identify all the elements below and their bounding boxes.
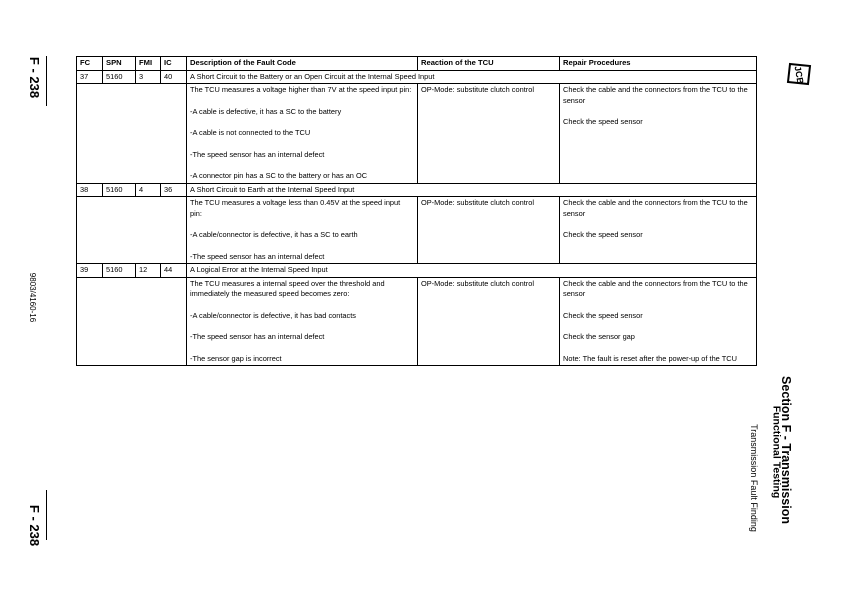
repair-line: Check the cable and the connectors from the TCU to the sensor	[563, 198, 748, 218]
description-line: -A cable is not connected to the TCU	[190, 128, 311, 137]
fault-code-table	[76, 56, 757, 366]
repair-line: Check the speed sensor	[563, 117, 643, 126]
section-title: Section F - Transmission	[778, 376, 793, 524]
fault-repair	[560, 277, 757, 366]
col-header-repair: Repair Procedures	[560, 57, 757, 71]
blank-cell	[77, 197, 187, 264]
fault-fmi: 12	[136, 264, 161, 278]
fault-reaction: OP-Mode: substitute clutch control	[418, 197, 560, 264]
col-header-reaction: Reaction of the TCU	[418, 57, 560, 71]
subsection-title: Functional Testing	[770, 405, 783, 499]
fault-reaction: OP-Mode: substitute clutch control	[418, 84, 560, 184]
fault-description	[187, 84, 418, 184]
fault-fc: 39	[77, 264, 103, 278]
fault-ic: 44	[161, 264, 187, 278]
bottom-margin-rule	[46, 490, 47, 540]
repair-line: Check the speed sensor	[563, 310, 643, 320]
description-line: -The speed sensor has an internal defect	[190, 149, 325, 159]
fault-title: A Short Circuit to Earth at the Internal Speed Input	[187, 183, 757, 197]
description-line: -A connector pin has a SC to the battery or has an OC	[190, 171, 368, 180]
description-line: -The speed sensor has an internal defect	[190, 332, 325, 341]
jcb-logo-icon	[784, 62, 814, 86]
fault-spn: 5160	[103, 264, 136, 278]
top-margin-rule	[46, 56, 47, 106]
description-line: The TCU measures a internal speed over the threshold and immediately the measured speed becomes zero:	[190, 278, 385, 298]
fault-description	[187, 197, 418, 264]
fault-detail-row-37	[77, 84, 757, 184]
fault-ic: 36	[161, 183, 187, 197]
col-header-fc: FC	[77, 57, 103, 71]
repair-line: Check the speed sensor	[563, 230, 643, 239]
repair-line: Check the sensor gap	[563, 332, 635, 341]
document-number: 9803/4160-16	[28, 272, 38, 323]
repair-line: Check the cable and the connectors from the TCU to the sensor	[563, 85, 748, 105]
fault-fc: 38	[77, 183, 103, 197]
fault-row-39	[77, 264, 757, 278]
page-number-bottom: F - 238	[27, 504, 43, 547]
fault-detail-row-39	[77, 277, 757, 366]
description-line: -The speed sensor has an internal defect	[190, 251, 325, 261]
description-line: -The sensor gap is incorrect	[190, 353, 282, 363]
logo-text: JCB	[792, 65, 806, 85]
description-line: -A cable is defective, it has a SC to the battery	[190, 106, 342, 116]
fault-spn: 5160	[103, 70, 136, 84]
fault-title: A Logical Error at the Internal Speed Input	[187, 264, 757, 278]
fault-reaction: OP-Mode: substitute clutch control	[418, 277, 560, 366]
blank-cell	[77, 84, 187, 184]
col-header-ic: IC	[161, 57, 187, 71]
repair-line: Note: The fault is reset after the power-up of the TCU	[563, 353, 737, 363]
col-header-fmi: FMI	[136, 57, 161, 71]
topic-title: Transmission Fault Finding	[748, 424, 759, 532]
fault-detail-row-38	[77, 197, 757, 264]
col-header-description: Description of the Fault Code	[187, 57, 418, 71]
description-line: -A cable/connector is defective, it has a SC to earth	[190, 230, 358, 239]
blank-cell	[77, 277, 187, 366]
fault-ic: 40	[161, 70, 187, 84]
description-line: -A cable/connector is defective, it has bad contacts	[190, 310, 356, 320]
description-line: The TCU measures a voltage less than 0.45V at the speed input pin:	[190, 198, 401, 218]
fault-repair	[560, 84, 757, 184]
fault-row-38	[77, 183, 757, 197]
fault-description	[187, 277, 418, 366]
col-header-spn: SPN	[103, 57, 136, 71]
table-header-row	[77, 57, 757, 71]
fault-spn: 5160	[103, 183, 136, 197]
fault-row-37	[77, 70, 757, 84]
repair-line: Check the cable and the connectors from the TCU to the sensor	[563, 278, 748, 298]
fault-fc: 37	[77, 70, 103, 84]
fault-fmi: 4	[136, 183, 161, 197]
fault-fmi: 3	[136, 70, 161, 84]
jcb-logo	[784, 62, 814, 86]
description-line: The TCU measures a voltage higher than 7V at the speed input pin:	[190, 85, 412, 94]
page-number-top: F - 238	[27, 56, 43, 99]
fault-title: A Short Circuit to the Battery or an Open Circuit at the Internal Speed Input	[187, 70, 757, 84]
fault-repair	[560, 197, 757, 264]
